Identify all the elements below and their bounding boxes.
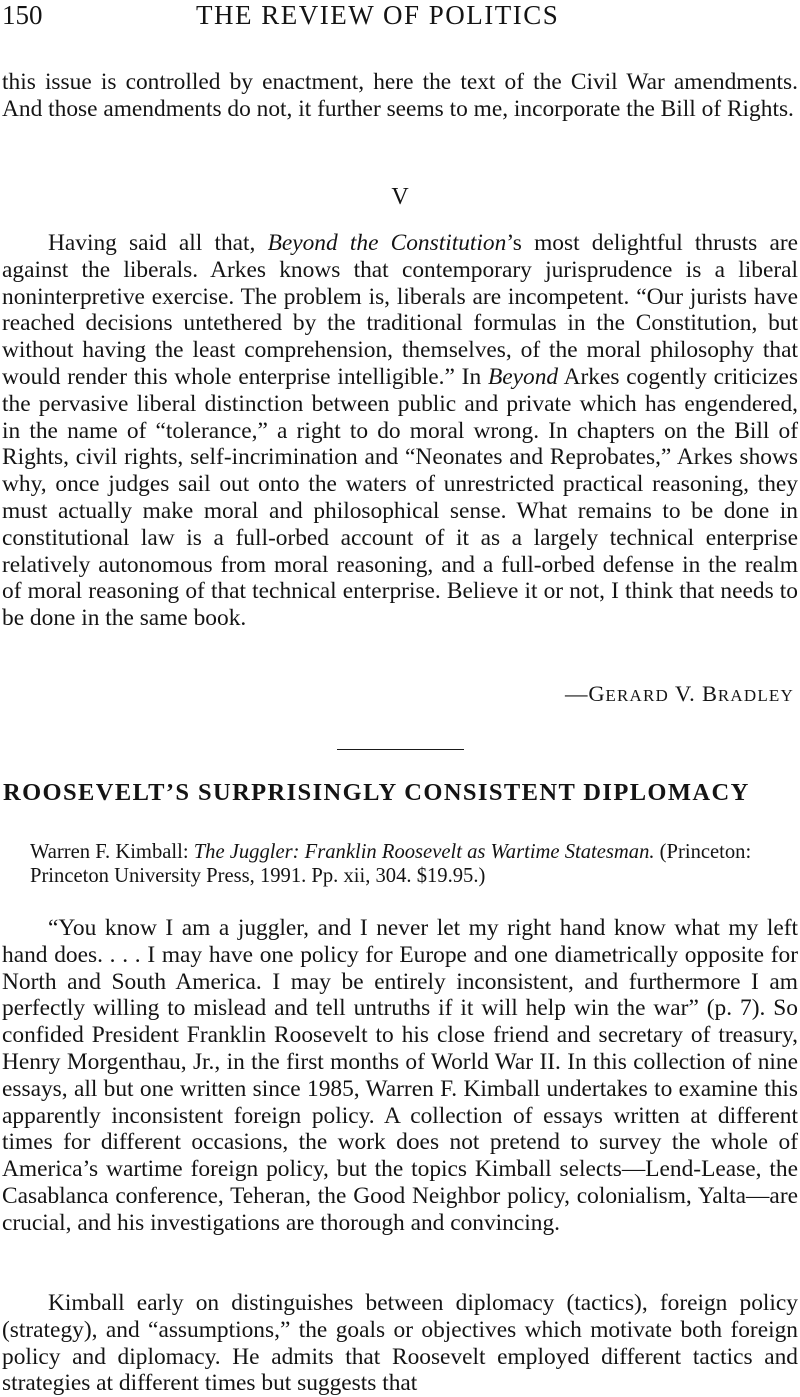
short-title-italic: Beyond xyxy=(487,363,559,390)
review-paragraph-juggler: “You know I am a juggler, and I never let my right hand know what my left hand does. . . . I may have one policy for Europe and one diametrically opposite for North and South America. I may be entirely inconsistent, and furthermore I am perfectly willing to mislead and tell untruths if it will help win the war” (p. 7). So confided President Franklin Roosevelt to his close friend and secretary of treasury, Henry Morgenthau, Jr., in the first months of World War II. In this collection of nine essays, all but one written since 1985, Warren F. Kimball undertakes to examine this apparently inconsistent foreign policy. A collection of essays written at different times for different occasions, the work does not pretend to survey the whole of America’s wartime foreign policy, but the topics Kimball selects—Lend-Lease, the Casablanca conference, Teheran, the Good Neighbor policy, colonialism, Yalta—are crucial, and his investigations are thorough and convincing. xyxy=(2,915,798,1236)
paragraph-intro: Having said all that, xyxy=(48,230,268,256)
citation-book-title: The Juggler: Franklin Roosevelt as Wartime Statesman. xyxy=(193,841,655,863)
signature-dash: — xyxy=(565,681,589,706)
section-numeral: V xyxy=(391,184,409,210)
reviewer-signature xyxy=(565,680,794,709)
page-number: 150 xyxy=(2,0,43,30)
body-paragraph-beyond xyxy=(2,230,798,632)
signature-last-rest: RADLEY xyxy=(717,686,794,705)
running-head xyxy=(0,0,800,34)
book-title-italic: Beyond the Constitution xyxy=(267,230,507,256)
citation-publication: (Princeton: Princeton University Press, 1991. Pp. xii, 304. $19.95.) xyxy=(30,841,752,887)
body-paragraph-continued: this issue is controlled by enactment, here the text of the Civil War amendments. And those amendments do not, it further seems to me, incorporate the Bill of Rights. xyxy=(2,69,798,122)
citation-author: Warren F. Kimball: xyxy=(30,841,194,863)
book-citation xyxy=(30,840,796,888)
signature-last-initial: B xyxy=(702,681,718,706)
paragraph-rest: Arkes cogently criticizes the pervasive liberal distinction between public and private which has engendered, in the name of “tolerance,” a right to do moral wrong. In chapters on the Bill of Rights, civil rights, self-incrimination and “Neonates and Reprobates,” Arkes shows why, once judges sail out onto the waters of unrestricted practical reasoning, they must actually make moral and philosophical sense. What remains to be done in constitutional law is a full-orbed account of it as a largely technical enterprise relatively autonomous from moral reasoning, and a full-orbed defense in the realm of moral reasoning of that technical enterprise. Believe it or not, I think that needs to be done in the same book. xyxy=(2,363,799,632)
journal-title: THE REVIEW OF POLITICS xyxy=(196,0,560,30)
signature-first-rest: ERARD xyxy=(605,686,670,705)
signature-middle: V. xyxy=(669,681,703,706)
section-divider-rule xyxy=(337,749,464,750)
paragraph-middle: ’s most delightful thrusts are against the liberals. Arkes knows that contemporary jurisprudence is a liberal noninterpretive exercise. The problem is, liberals are incompetent. “Our jurists have reached decisions untethered by the traditional formulas in the Constitution, but without having the least comprehension, themselves, of the moral philosophy that would render this whole enterprise intelligible.” In xyxy=(2,230,798,390)
review-title: ROOSEVELT’S SURPRISINGLY CONSISTENT DIPLOMACY xyxy=(3,779,750,806)
signature-first-initial: G xyxy=(588,681,606,706)
review-paragraph-kimball: Kimball early on distinguishes between diplomacy (tactics), foreign policy (strategy), and “assumptions,” the goals or objectives which motivate both foreign policy and diplomacy. He admits that Roosevelt employed different tactics and strategies at different times but suggests that xyxy=(2,1290,798,1397)
